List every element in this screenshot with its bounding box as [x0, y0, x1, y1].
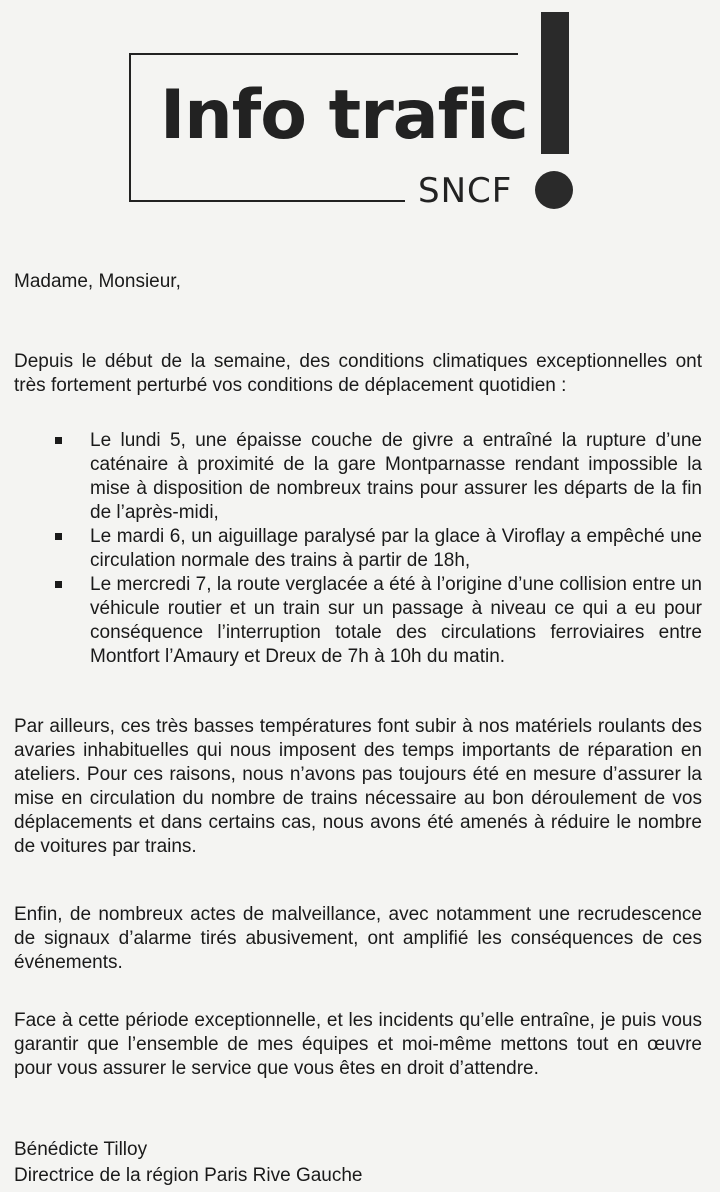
bullet-square-icon [55, 437, 62, 444]
bullet-square-icon [55, 533, 62, 540]
logo-frame-top [129, 53, 518, 55]
exclamation-dot-icon [535, 171, 573, 209]
info-trafic-logo [127, 12, 577, 212]
list-item-text: Le mercredi 7, la route verglacée a été à l’origine d’une collision entre un véhicule routier et un train sur un passage à niveau ce qui a eu pour conséquence l’interruption totale des circulations ferroviaires entre Montfort l’Amaury et Dreux de 7h à 10h du matin. [90, 574, 702, 667]
bullet-square-icon [55, 581, 62, 588]
paragraph-rolling-stock: Par ailleurs, ces très basses températures font subir à nos matériels roulants des avaries inhabituelles qui nous imposent des temps importants de réparation en ateliers. Pour ces raisons, nous n’avons pas toujours été en mesure d’assurer la mise en circulation du nombre de trains nécessaire au bon déroulement de vos déplacements et dans certains cas, nous avons été amenés à réduire le nombre de voitures par trains. [14, 716, 702, 857]
logo-frame-left [129, 53, 131, 201]
logo-subtitle: SNCF [418, 171, 513, 211]
signature-name: Bénédicte Tilloy [14, 1139, 148, 1160]
exclamation-bar-icon [541, 12, 569, 154]
list-item-text: Le lundi 5, une épaisse couche de givre a entraîné la rupture d’une caténaire à proximité de la gare Montparnasse rendant impossible la mise à disposition de nombreux trains pour assurer les départs de la fin de l’après-midi, [90, 430, 702, 523]
intro-paragraph: Depuis le début de la semaine, des conditions climatiques exceptionnelles ont très fortement perturbé vos conditions de déplacement quotidien : [14, 351, 702, 396]
paragraph-commitment: Face à cette période exceptionnelle, et les incidents qu’elle entraîne, je puis vous garantir que l’ensemble de mes équipes et moi-même mettons tout en œuvre pour vous assurer le service que vous êtes en droit d’attendre. [14, 1010, 702, 1079]
list-item-text: Le mardi 6, un aiguillage paralysé par la glace à Viroflay a empêché une circulation normale des trains à partir de 18h, [90, 526, 702, 571]
paragraph-vandalism: Enfin, de nombreux actes de malveillance, avec notamment une recrudescence de signaux d’alarme tirés abusivement, ont amplifié les conséquences de ces événements. [14, 904, 702, 973]
logo-frame-bottom [129, 200, 405, 202]
incident-list [52, 429, 702, 669]
list-item [52, 573, 702, 669]
list-item [52, 525, 702, 573]
greeting: Madame, Monsieur, [14, 271, 181, 292]
signature-role: Directrice de la région Paris Rive Gauche [14, 1165, 363, 1186]
list-item [52, 429, 702, 525]
logo-title: Info trafic [160, 76, 528, 155]
